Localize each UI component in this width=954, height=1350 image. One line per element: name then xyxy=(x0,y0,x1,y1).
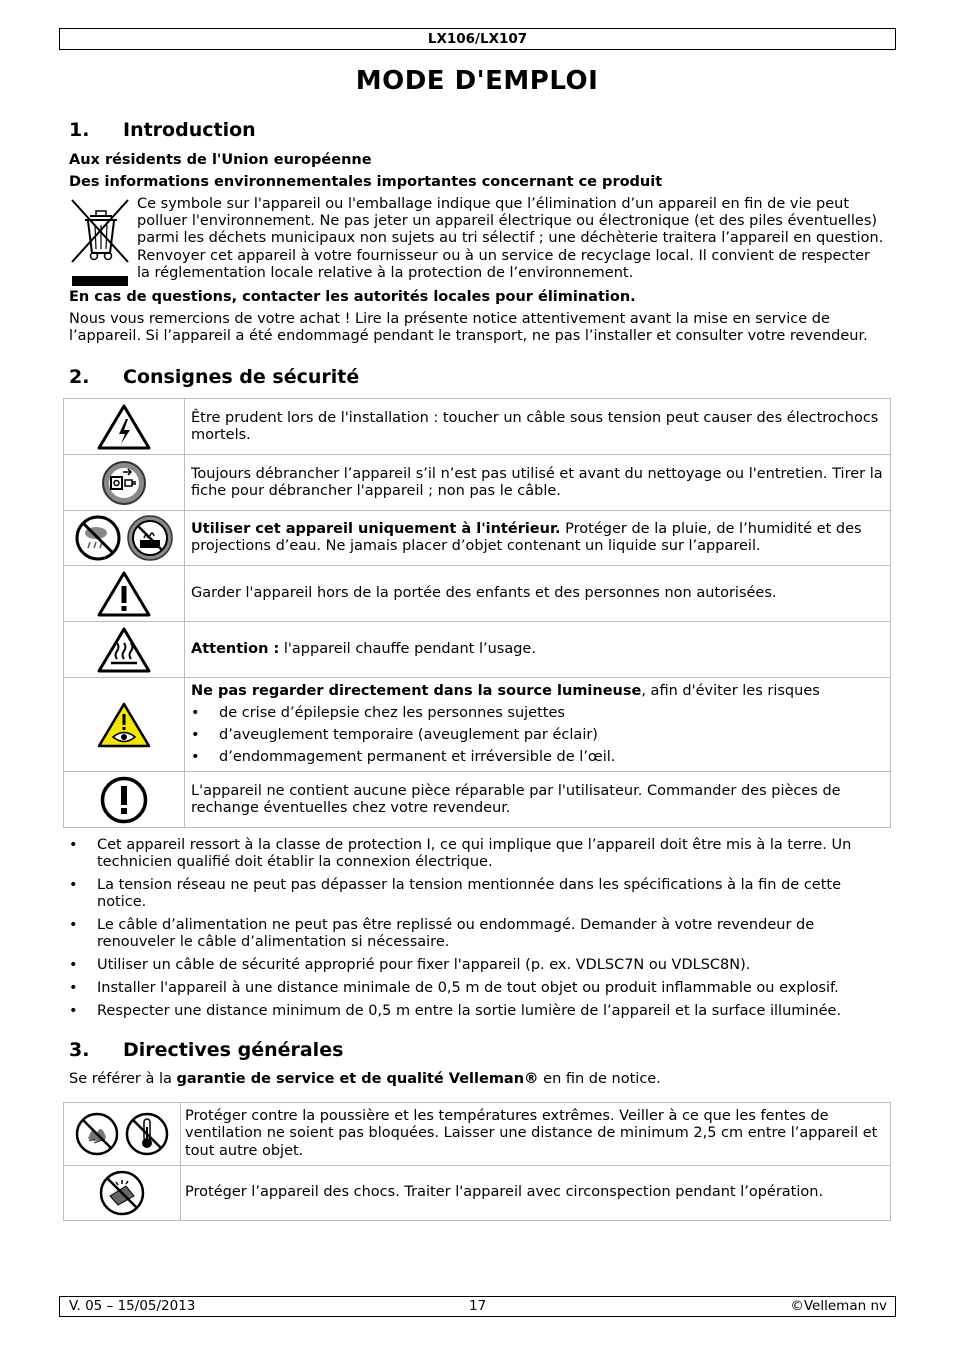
safety-text-rest: Protéger de la pluie, de l’humidité et des projections d’eau. Ne jamais placer d’objet contenant un liquide sur l’appareil. xyxy=(191,521,862,554)
no-rain-no-water-icon xyxy=(74,530,175,546)
list-item: • de crise d’épilepsie chez les personnes sujettes xyxy=(191,705,884,722)
safety-text: L'appareil ne contient aucune pièce réparable par l'utilisateur. Commander des pièces de rechange éventuelles chez votre revendeur. xyxy=(185,772,891,828)
section-number: 2. xyxy=(69,366,90,388)
page-title: MODE D'EMPLOI xyxy=(355,66,599,96)
safety-text-rest: l'appareil chauffe pendant l’usage. xyxy=(279,641,536,657)
safety-text xyxy=(185,678,891,772)
safety-text: Être prudent lors de l'installation : toucher un câble sous tension peut causer des électrochocs mortels. xyxy=(185,399,891,455)
table-row xyxy=(64,566,891,622)
list-item: • Installer l'appareil à une distance minimale de 0,5 m de tout objet ou produit inflammable ou explosif. xyxy=(69,980,869,997)
safety-text xyxy=(185,511,891,566)
warranty-post: en fin de notice. xyxy=(538,1071,661,1087)
safety-text-bold: Ne pas regarder directement dans la source lumineuse xyxy=(191,683,642,699)
thanks-text: Nous vous remercions de votre achat ! Lire la présente notice attentivement avant la mise en service de l’appareil. Si l’appareil a été endommagé pendant le transport, ne pas l’installer et consulter votre revendeur. xyxy=(69,311,868,344)
no-water-splash-icon xyxy=(126,514,174,562)
section-safety-heading xyxy=(69,366,359,388)
general-warning-icon xyxy=(96,570,152,618)
warranty-reference xyxy=(69,1071,889,1088)
high-voltage-warning-icon xyxy=(96,403,152,451)
version-date: V. 05 – 15/05/2013 xyxy=(69,1298,196,1314)
table-row xyxy=(64,772,891,828)
env-heading: Des informations environnementales importantes concernant ce produit xyxy=(69,174,663,190)
safety-text-bold: Attention : xyxy=(191,641,280,657)
model-number: LX106/LX107 xyxy=(427,31,528,47)
list-item: • d’endommagement permanent et irréversible de l’œil. xyxy=(191,749,884,766)
general-text: Protéger contre la poussière et les températures extrêmes. Veiller à ce que les fentes de ventilation ne soient pas bloquées. Laisser une distance de minimum 2,5 cm entre l’appareil et tout autre objet. xyxy=(181,1103,891,1166)
list-item: • La tension réseau ne peut pas dépasser la tension mentionnée dans les spécifications à la fin de cette notice. xyxy=(69,877,869,911)
page-number: 17 xyxy=(469,1298,487,1314)
general-icon-cell xyxy=(64,1166,181,1221)
safety-icon-cell xyxy=(64,566,185,622)
safety-icon-cell xyxy=(64,622,185,678)
safety-icon-cell xyxy=(64,511,185,566)
safety-icon-cell xyxy=(64,399,185,455)
risk-list xyxy=(191,705,884,766)
no-rain-icon xyxy=(74,514,122,562)
table-row xyxy=(64,399,891,455)
safety-icon-cell xyxy=(64,455,185,511)
safety-text xyxy=(185,622,891,678)
section-number: 3. xyxy=(69,1039,90,1061)
general-text: Protéger l’appareil des chocs. Traiter l'appareil avec circonspection pendant l’opération. xyxy=(181,1166,891,1221)
copyright: ©Velleman nv xyxy=(790,1298,887,1314)
safety-text-bold: Utiliser cet appareil uniquement à l'intérieur. xyxy=(191,521,561,537)
table-row xyxy=(64,455,891,511)
safety-text: Toujours débrancher l’appareil s’il n’est pas utilisé et avant du nettoyage ou l'entretien. Tirer la fiche pour débrancher l'appareil ; non pas le câble. xyxy=(185,455,891,511)
no-dust-icon xyxy=(74,1111,120,1157)
page-header xyxy=(59,28,896,50)
warranty-bold: garantie de service et de qualité Velleman® xyxy=(176,1071,539,1087)
table-row xyxy=(64,622,891,678)
list-item: • Cet appareil ressort à la classe de protection I, ce qui implique que l’appareil doit être mis à la terre. Un technicien qualifié doit établir la connexion électrique. xyxy=(69,837,869,871)
table-row xyxy=(64,1166,891,1221)
warranty-pre: Se référer à la xyxy=(69,1071,177,1087)
section-title: Consignes de sécurité xyxy=(123,366,360,388)
unplug-icon xyxy=(101,460,147,506)
list-item: • Le câble d’alimentation ne peut pas être replissé ou endommagé. Demander à votre revendeur de renouveler le câble d’alimentation si nécessaire. xyxy=(69,917,869,951)
safety-bullet-list xyxy=(69,837,869,1026)
table-row xyxy=(64,1103,891,1166)
section-introduction-heading xyxy=(69,119,256,141)
no-shock-icon xyxy=(98,1169,146,1217)
general-icon-cell xyxy=(64,1103,181,1166)
weee-crossed-bin-icon xyxy=(68,196,132,290)
hot-surface-icon xyxy=(96,626,152,674)
eye-light-warning-icon xyxy=(96,701,152,749)
safety-table xyxy=(63,398,891,828)
safety-text-rest: , afin d'éviter les risques xyxy=(641,683,820,699)
no-dust-no-temperature-icon xyxy=(74,1126,171,1142)
section-general-heading xyxy=(69,1039,343,1061)
list-item: • Utiliser un câble de sécurité approprié pour fixer l'appareil (p. ex. VDLSC7N ou VDLSC8N). xyxy=(69,957,869,974)
list-item: • Respecter une distance minimum de 0,5 m entre la sortie lumière de l’appareil et la surface illuminée. xyxy=(69,1003,869,1020)
safety-icon-cell xyxy=(64,772,185,828)
no-extreme-temperature-icon xyxy=(124,1111,170,1157)
weee-text: Ce symbole sur l'appareil ou l'emballage indique que l’élimination d’un appareil en fin de vie peut polluer l'environnement. Ne pas jeter un appareil électrique ou électronique (et des piles éventuelles) parmi les déchets municipaux non sujets au tri sélectif ; une déchèterie traitera l’appareil en question. Renvoyer cet appareil à votre fournisseur ou à un service de recyclage local. Il convient de respecter la réglementation locale relative à la protection de l’environnement. xyxy=(137,196,884,281)
page-footer xyxy=(59,1296,896,1317)
general-table xyxy=(63,1102,891,1221)
table-row xyxy=(64,511,891,566)
safety-text: Garder l'appareil hors de la portée des enfants et des personnes non autorisées. xyxy=(185,566,891,622)
eu-heading: Aux résidents de l'Union européenne xyxy=(69,152,372,168)
table-row xyxy=(64,678,891,772)
safety-icon-cell xyxy=(64,678,185,772)
list-item: • d’aveuglement temporaire (aveuglement par éclair) xyxy=(191,727,884,744)
section-title: Directives générales xyxy=(123,1039,344,1061)
section-title: Introduction xyxy=(123,119,256,141)
questions-text: En cas de questions, contacter les autorités locales pour élimination. xyxy=(69,289,636,305)
exclamation-circle-icon xyxy=(99,775,149,825)
section-number: 1. xyxy=(69,119,90,141)
